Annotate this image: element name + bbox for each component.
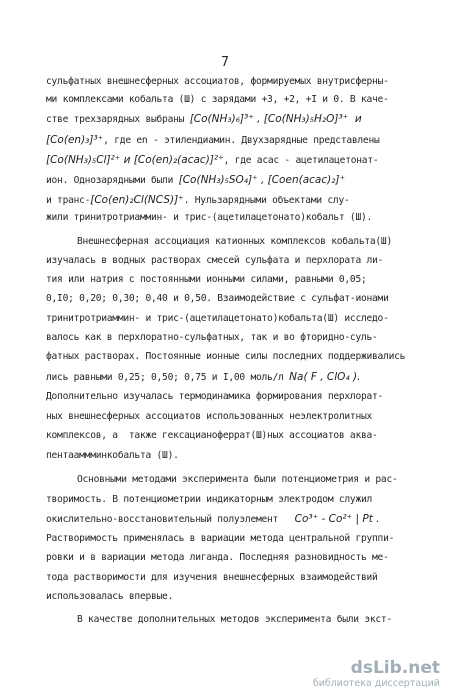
line-text: окислительно-восстановительный полуэлемент [46,514,295,525]
text-line [46,591,173,603]
handwritten-formula: [Co(en)₃]³⁺ [46,134,104,146]
text-line [46,174,345,187]
watermark-logo: dsLib.net [350,658,440,678]
text-line [46,293,389,305]
line-text: использовалась впервые. [46,591,174,602]
text-line [46,371,360,384]
line-text: тия или натрия с постоянными ионными силами, равными 0,05; [46,274,367,285]
text-line [46,134,380,147]
line-text: валось как в перхлоратно-сульфатных, так и во фторидно-суль- [46,332,378,343]
line-text: Растворимость применялась в вариации метода центральной группи- [46,533,395,544]
line-text: и транс- [46,195,91,206]
text-line [46,513,380,526]
text-line [46,113,362,126]
watermark-subtitle: библиотека диссертаций [312,678,440,689]
handwritten-formula: [Co(NH₃)₆]³⁺ , [Co(NH₃)₅H₂O]³⁺ и [189,113,362,125]
line-text: жили тринитротриаммин- и трис-(ацетилацетонато)кобальт (Ш). [46,212,373,223]
line-text: 0,I0; 0,20; 0,30; 0,40 и 0,50. Взаимодействие с сульфат-ионами [46,293,389,304]
line-text: пентааммминкобальта (Ш). [46,450,179,461]
page-number: 7 [221,55,229,70]
line-text: ных внешнесферных ассоциатов использованных неэлектролитных [46,411,373,422]
text-line [46,351,405,363]
line-text: стве трехзарядных выбраны [46,114,190,125]
text-line [46,255,383,267]
line-text: тода растворимости для изучения внешнесферных взаимодействий [46,572,378,583]
line-text: , где en - этилендиамин. Двухзарядные представлены [103,135,380,146]
text-line [46,94,389,106]
text-line [77,614,392,626]
text-line [46,212,372,224]
line-text: комплексов, а также гексацианоферрат(Ш)ных ассоциатов аква- [46,430,378,441]
watermark [300,658,440,692]
line-text: сульфатных внешнесферных ассоциатов, формируемых внутрисферны- [46,76,389,87]
line-text: В качестве дополнительных методов эксперимента были экст- [77,614,392,625]
line-text: тринитротриаммин- и трис-(ацетилацетонато)кобальта(Ш) исследо- [46,313,389,324]
handwritten-formula: [Co(NH₃)₅Cl]²⁺ и [Co(en)₂(acac)]²⁺ [46,154,224,166]
line-text: изучалась в водных растворах смесей сульфата и перхлората ли- [46,255,384,266]
line-text: ми комплексами кобальта (Ш) с зарядами +3, +2, +I и 0. В каче- [46,94,389,105]
text-line [46,154,378,167]
line-text: ровки и в вариации метода лиганда. Последняя разновидность ме- [46,552,389,563]
line-text: , где acac - ацетилацетонат- [223,155,379,166]
line-text: творимость. В потенциометрии индикаторным электродом служил [46,494,373,505]
text-line [46,313,389,325]
text-line [46,552,389,564]
line-text: ион. Однозарядными были [46,175,179,186]
text-line [46,533,394,545]
text-line [46,76,389,88]
text-line [46,450,179,462]
text-line [46,332,378,344]
text-line [77,236,392,248]
text-line [46,494,372,506]
handwritten-formula: [Co(NH₃)₅SO₄]⁺ , [Coen(acac)₂]⁺ [178,174,346,186]
line-text: . Нульзарядными объектами слу- [183,195,350,206]
text-line [46,411,372,423]
text-line [46,391,383,403]
text-line [46,194,350,207]
text-line [46,572,378,584]
handwritten-formula: Co³⁺ - Co²⁺ | Pt . [294,513,380,525]
text-line [46,430,378,442]
line-text: фатных растворах. Постоянные ионные силы последних поддерживались [46,351,406,362]
handwritten-formula: Na( F , ClO₄ ). [289,371,361,383]
line-text: Дополнительно изучалась термодинамика формирования перхлорат- [46,391,384,402]
text-line [77,474,398,486]
handwritten-formula: [Co(en)₂Cl(NCS)]⁺ [90,194,184,206]
line-text: лись равными 0,25; 0,50; 0,75 и I,00 моль/л [46,372,290,383]
line-text: Основными методами эксперимента были потенциометрия и рас- [77,474,398,485]
line-text: Внешнесферная ассоциация катионных комплексов кобальта(Ш) [77,236,392,247]
text-line [46,274,367,286]
